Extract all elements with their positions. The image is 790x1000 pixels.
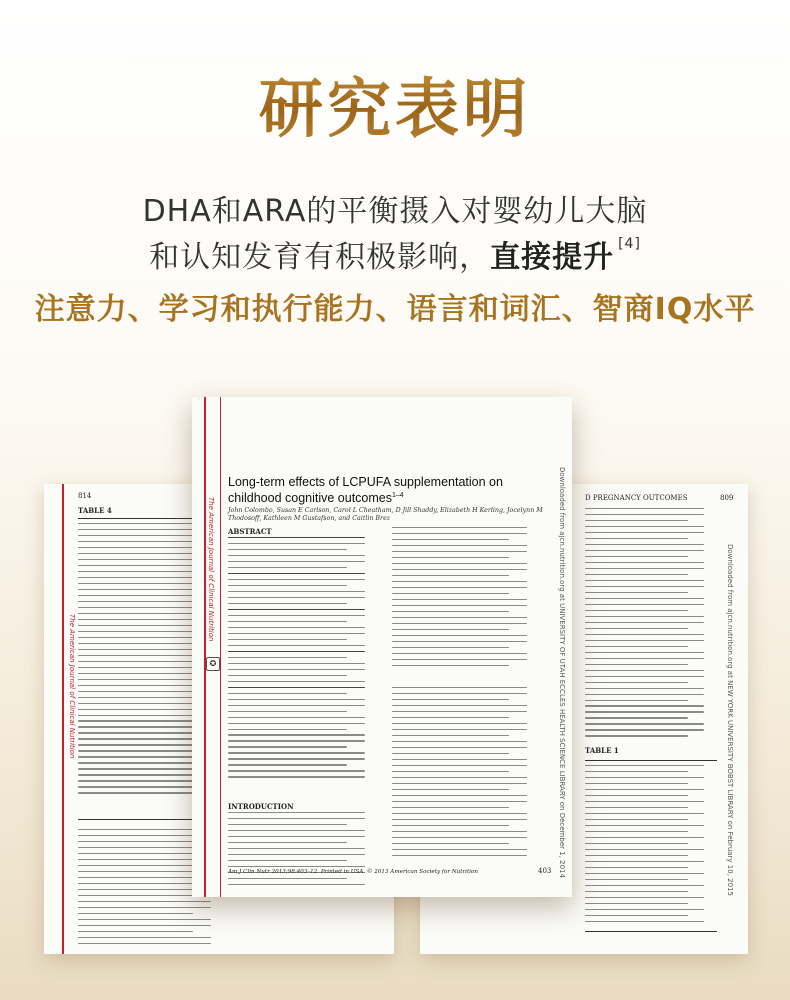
red-margin-line (204, 397, 206, 897)
right-body-text (585, 508, 717, 741)
paper-title (228, 475, 548, 505)
paper-title-ref: 1–4 (392, 492, 404, 499)
subline-2-prefix: 和认知发育有积极影响， (149, 240, 491, 275)
center-page-number: 403 (538, 867, 552, 875)
introduction-heading: INTRODUCTION (228, 802, 294, 811)
left-page-number: 814 (78, 492, 92, 500)
right-table (585, 760, 717, 932)
right-running-header: D PREGNANCY OUTCOMES (585, 494, 688, 502)
red-margin-line (62, 484, 64, 954)
right-page-number: 809 (720, 494, 734, 502)
introduction-text (228, 812, 380, 890)
column-two-text (392, 527, 542, 671)
right-table-label: TABLE 1 (585, 746, 619, 755)
subline-2-bold: 直接提升 (490, 240, 615, 275)
left-table-label: TABLE 4 (78, 506, 112, 515)
center-paper (192, 397, 572, 897)
footnotes-text (392, 687, 542, 861)
subline-1: DHA和ARA的平衡摄入对婴幼儿大脑 (142, 194, 648, 229)
left-journal-side: The American Journal of Clinical Nutrition (68, 614, 76, 759)
journal-logo-icon: ✪ (206, 657, 220, 671)
paper-footer: Am J Clin Nutr 2013;98:403–12. Printed in USA. © 2013 American Society for Nutrition (228, 869, 478, 875)
paper-title-text: Long-term effects of LCPUFA supplementation on childhood cognitive outcomes (228, 475, 503, 506)
center-download-note: Downloaded from ajcn.nutrition.org at UNIVERSITY OF UTAH ECCLES HEALTH SCIENCE LIBRARY on December 1, 2014 (558, 467, 566, 878)
red-margin-line-inner (220, 397, 221, 897)
abstract-heading: ABSTRACT (228, 527, 272, 536)
paper-authors: John Colombo, Susan E Carlson, Carol L Cheatham, D Jill Shaddy, Elizabeth H Kerling, Jocelynn M Thodosoff, Kathleen M Gustafson, and Caitlin Brez (228, 507, 543, 522)
right-download-note: Downloaded from ajcn.nutrition.org at NEW YORK UNIVERSITY BOBST LIBRARY on February 10, 2015 (726, 544, 734, 896)
headline: 研究表明 (0, 58, 790, 150)
abstract-text (228, 537, 380, 782)
subline-3-benefits: 注意力、学习和执行能力、语言和词汇、智商IQ水平 (34, 292, 756, 327)
subline-2 (0, 232, 790, 276)
center-journal-side: The American Journal of Clinical Nutrition (207, 497, 215, 642)
reference-marker: [4] (618, 236, 641, 252)
